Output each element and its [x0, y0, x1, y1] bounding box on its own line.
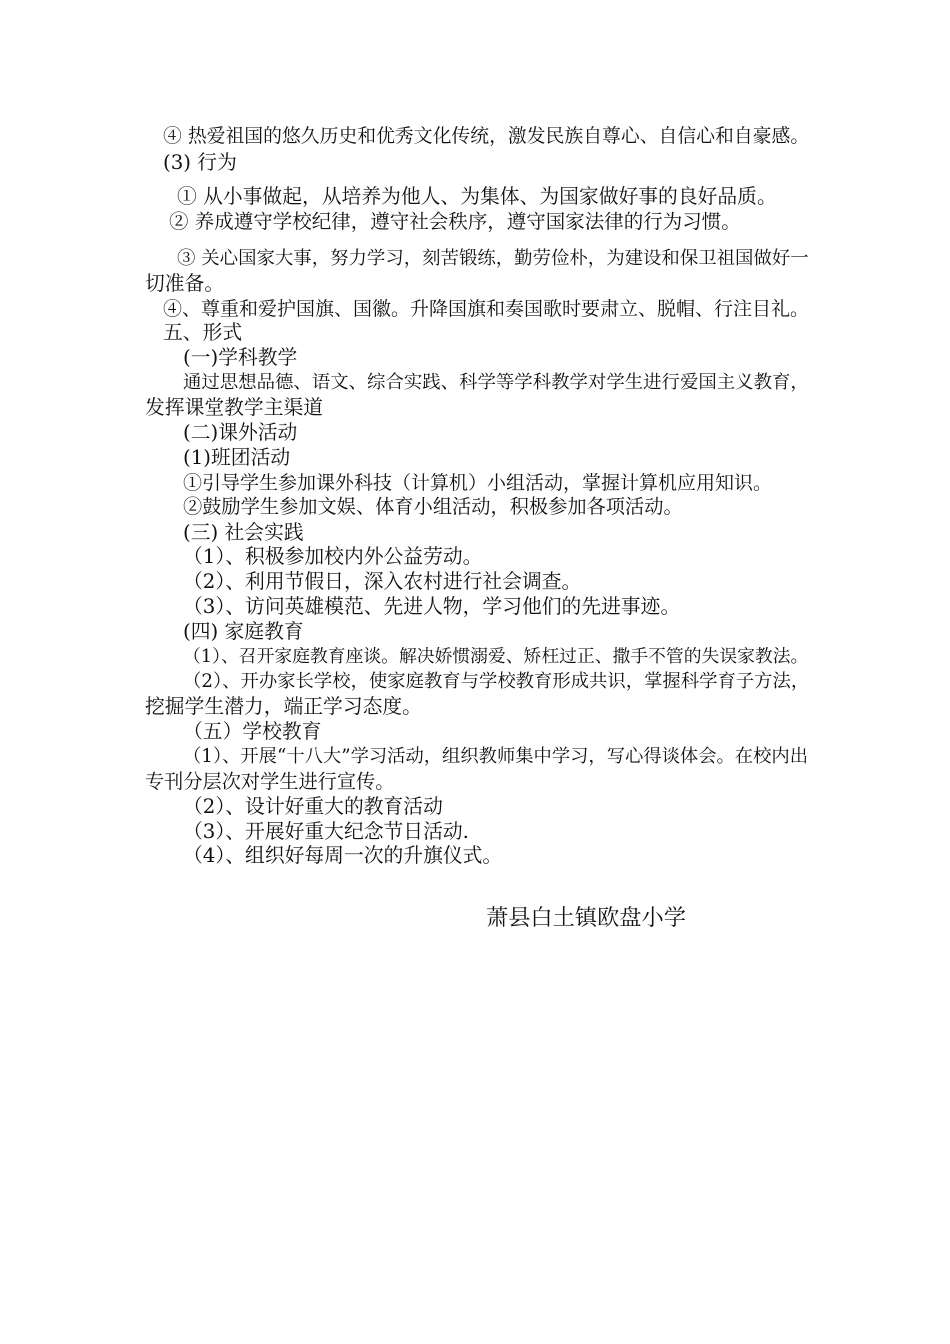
text-line: ② 养成遵守学校纪律，遵守社会秩序，遵守国家法律的行为习惯。 [169, 210, 741, 233]
section-heading: 五、形式 [163, 321, 243, 344]
text-line: （2）、开办家长学校，使家庭教育与学校教育形成共识，掌握科学育子方法， [183, 671, 810, 692]
text-line: 挖掘学生潜力，端正学习态度。 [145, 695, 422, 718]
subsection-heading: (二)课外活动 [183, 421, 298, 444]
text-line: （1）、召开家庭教育座谈。解决娇惯溺爱、矫枉过正、撒手不管的失误家教法。 [183, 646, 809, 667]
text-line: （1）、积极参加校内外公益劳动。 [183, 545, 483, 568]
text-line: ③ 关心国家大事，努力学习，刻苦锻练，勤劳俭朴，为建设和保卫祖国做好一 [177, 248, 809, 269]
text-line: （3）、访问英雄模范、先进人物，学习他们的先进事迹。 [183, 595, 681, 618]
subsection-heading: （五）学校教育 [183, 720, 322, 743]
text-line: 切准备。 [145, 272, 225, 295]
subsection-heading: (四) 家庭教育 [183, 620, 304, 643]
text-line: （3）、开展好重大纪念节日活动. [183, 820, 469, 843]
subsection-heading: (三) 社会实践 [183, 521, 304, 544]
text-line: ① 从小事做起，从培养为他人、为集体、为国家做好事的良好品质。 [177, 185, 777, 208]
text-line: ①引导学生参加课外科技（计算机）小组活动，掌握计算机应用知识。 [183, 472, 773, 494]
text-line: (1)班团活动 [183, 446, 291, 469]
signature: 萧县白土镇欧盘小学 [486, 905, 686, 931]
text-line: （2）、设计好重大的教育活动 [183, 795, 443, 818]
text-line: 专刊分层次对学生进行宣传。 [145, 770, 395, 793]
text-line: （1）、开展“十八大”学习活动，组织教师集中学习，写心得谈体会。在校内出 [183, 746, 808, 767]
text-line: （4）、组织好每周一次的升旗仪式。 [183, 844, 503, 867]
text-line: 通过思想品德、语文、综合实践、科学等学科教学对学生进行爱国主义教育， [183, 372, 809, 393]
text-line: ④ 热爱祖国的悠久历史和优秀文化传统，激发民族自尊心、自信心和自豪感。 [163, 126, 810, 147]
text-line: 发挥课堂教学主渠道 [145, 396, 324, 419]
text-line: （2）、利用节假日，深入农村进行社会调查。 [183, 570, 582, 593]
text-line: ②鼓励学生参加文娱、体育小组活动，积极参加各项活动。 [183, 495, 683, 518]
subsection-heading: (一)学科教学 [183, 346, 298, 369]
text-line: (3) 行为 [163, 151, 237, 174]
text-line: ④、尊重和爱护国旗、国徽。升降国旗和奏国歌时要肃立、脱帽、行注目礼。 [163, 298, 810, 320]
